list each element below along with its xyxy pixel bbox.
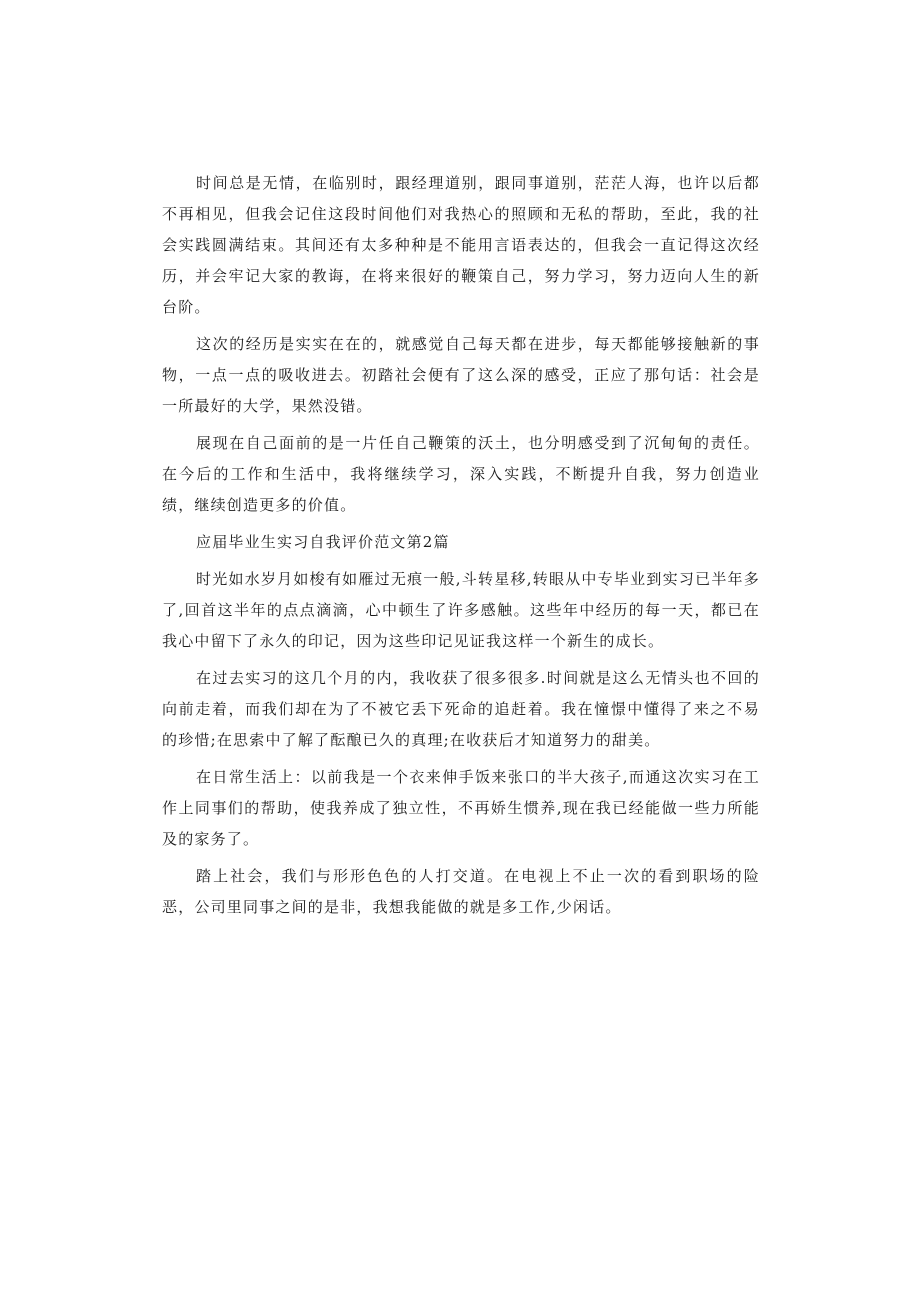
paragraph: 时光如水岁月如梭有如雁过无痕一般,斗转星移,转眼从中专毕业到实习已半年多了,回首这半年的点点滴滴，心中顿生了许多感触。这些年中经历的每一天，都已在我心中留下了永久的印记，因为这些印记见证我这样一个新生的成长。	[162, 570, 760, 650]
section-title: 应届毕业生实习自我评价范文第2篇	[196, 533, 450, 551]
paragraph: 时间总是无情，在临别时，跟经理道别，跟同事道别，茫茫人海，也许以后都不再相见，但我会记住这段时间他们对我热心的照顾和无私的帮助，至此，我的社会实践圆满结束。其间还有太多种种是不能用言语表达的，但我会一直记得这次经历，并会牢记大家的教诲，在将来很好的鞭策自己，努力学习，努力迈向人生的新台阶。	[162, 174, 760, 316]
paragraph: 踏上社会，我们与形形色色的人打交道。在电视上不止一次的看到职场的险恶，公司里同事之间的是非，我想我能做的就是多工作,少闲话。	[162, 867, 760, 916]
paragraph: 在日常生活上：以前我是一个衣来伸手饭来张口的半大孩子,而通这次实习在工作上同事们的帮助，使我养成了独立性，不再娇生惯养,现在我已经能做一些力所能及的家务了。	[162, 768, 760, 848]
paragraph: 展现在自己面前的是一片任自己鞭策的沃土，也分明感受到了沉甸甸的责任。在今后的工作和生活中，我将继续学习，深入实践，不断提升自我，努力创造业绩，继续创造更多的价值。	[162, 434, 760, 514]
document-page	[162, 168, 760, 929]
paragraph: 这次的经历是实实在在的，就感觉自己每天都在进步，每天都能够接触新的事物，一点一点的吸收进去。初踏社会便有了这么深的感受，正应了那句话：社会是一所最好的大学，果然没错。	[162, 335, 760, 415]
paragraph: 在过去实习的这几个月的内，我收获了很多很多.时间就是这么无情头也不回的向前走着，而我们却在为了不被它丢下死命的追赶着。我在憧憬中懂得了来之不易的珍惜;在思索中了解了酝酿已久的真理;在收获后才知道努力的甜美。	[162, 669, 760, 749]
